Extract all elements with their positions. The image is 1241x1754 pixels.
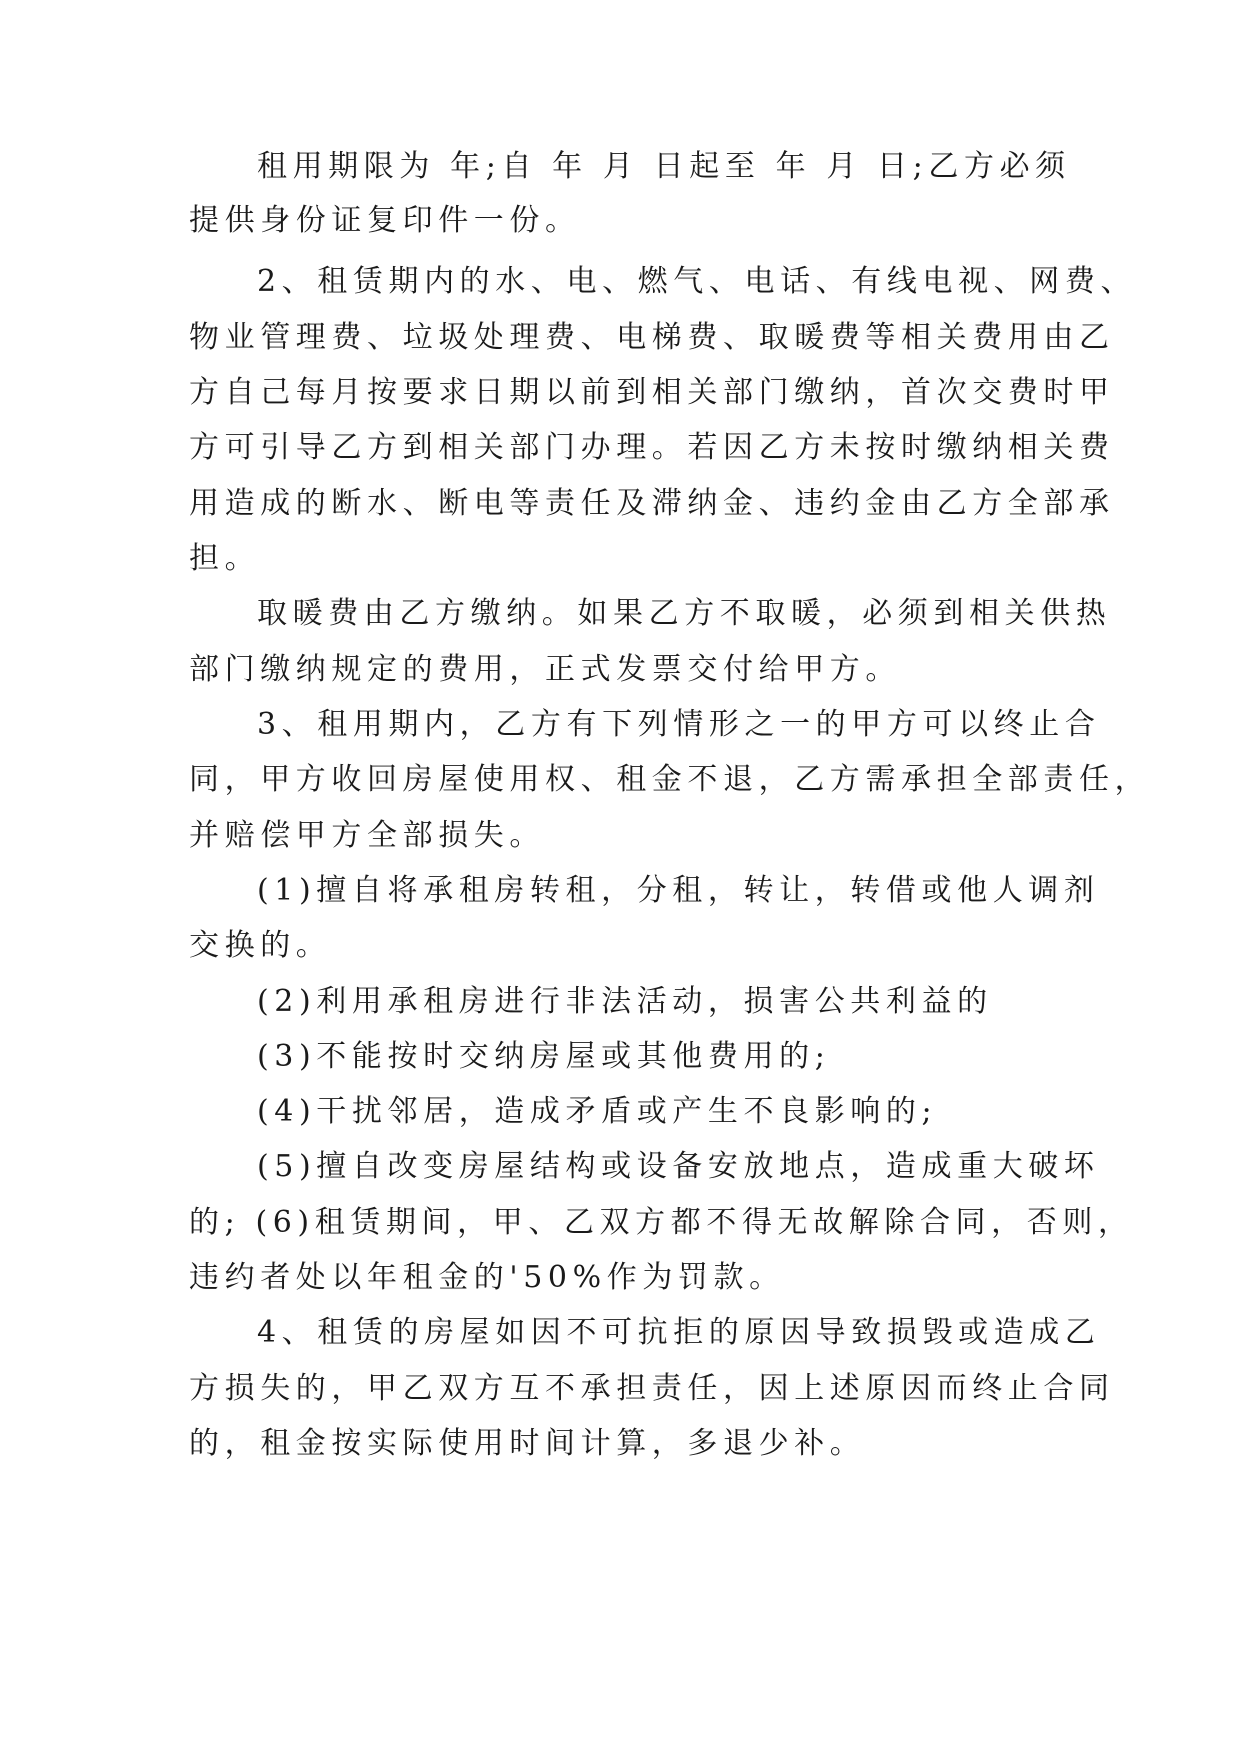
text-line: 方损失的，甲乙双方互不承担责任，因上述原因而终止合同 <box>189 1371 1115 1406</box>
text-line: 用造成的断水、断电等责任及滞纳金、违约金由乙方全部承 <box>189 486 1115 521</box>
text-line: 违约者处以年租金的'50%作为罚款。 <box>189 1260 785 1295</box>
text-line: 2、租赁期内的水、电、燃气、电话、有线电视、网费、 <box>257 264 1137 299</box>
text-line: 并赔偿甲方全部损失。 <box>189 818 545 853</box>
text-line: 租用期限为 年;自 年 月 日起至 年 月 日;乙方必须 <box>257 149 1071 184</box>
text-line: 方可引导乙方到相关部门办理。若因乙方未按时缴纳相关费 <box>189 430 1115 465</box>
text-line: 方自己每月按要求日期以前到相关部门缴纳，首次交费时甲 <box>189 375 1115 410</box>
text-line: 3、租用期内，乙方有下列情形之一的甲方可以终止合 <box>257 707 1101 742</box>
text-line: (1)擅自将承租房转租，分租，转让，转借或他人调剂 <box>257 873 1100 908</box>
text-line: (4)干扰邻居，造成矛盾或产生不良影响的; <box>257 1094 938 1129</box>
text-line: (3)不能按时交纳房屋或其他费用的; <box>257 1039 831 1074</box>
text-line: 取暖费由乙方缴纳。如果乙方不取暖，必须到相关供热 <box>257 596 1112 631</box>
text-line: 4、租赁的房屋如因不可抗拒的原因导致损毁或造成乙 <box>257 1315 1101 1350</box>
text-line: 担。 <box>189 541 261 576</box>
text-line: 同，甲方收回房屋使用权、租金不退，乙方需承担全部责任， <box>189 762 1151 797</box>
text-line: (2)利用承租房进行非法活动，损害公共利益的 <box>257 984 993 1019</box>
text-line: 物业管理费、垃圾处理费、电梯费、取暖费等相关费用由乙 <box>189 320 1115 355</box>
text-line: 部门缴纳规定的费用，正式发票交付给甲方。 <box>189 652 901 687</box>
text-line: 交换的。 <box>189 928 332 963</box>
text-line: 的，租金按实际使用时间计算，多退少补。 <box>189 1426 866 1461</box>
text-line: 提供身份证复印件一份。 <box>189 203 581 238</box>
text-line: 的; (6)租赁期间，甲、乙双方都不得无故解除合同，否则， <box>189 1205 1134 1240</box>
text-line: (5)擅自改变房屋结构或设备安放地点，造成重大破坏 <box>257 1149 1100 1184</box>
